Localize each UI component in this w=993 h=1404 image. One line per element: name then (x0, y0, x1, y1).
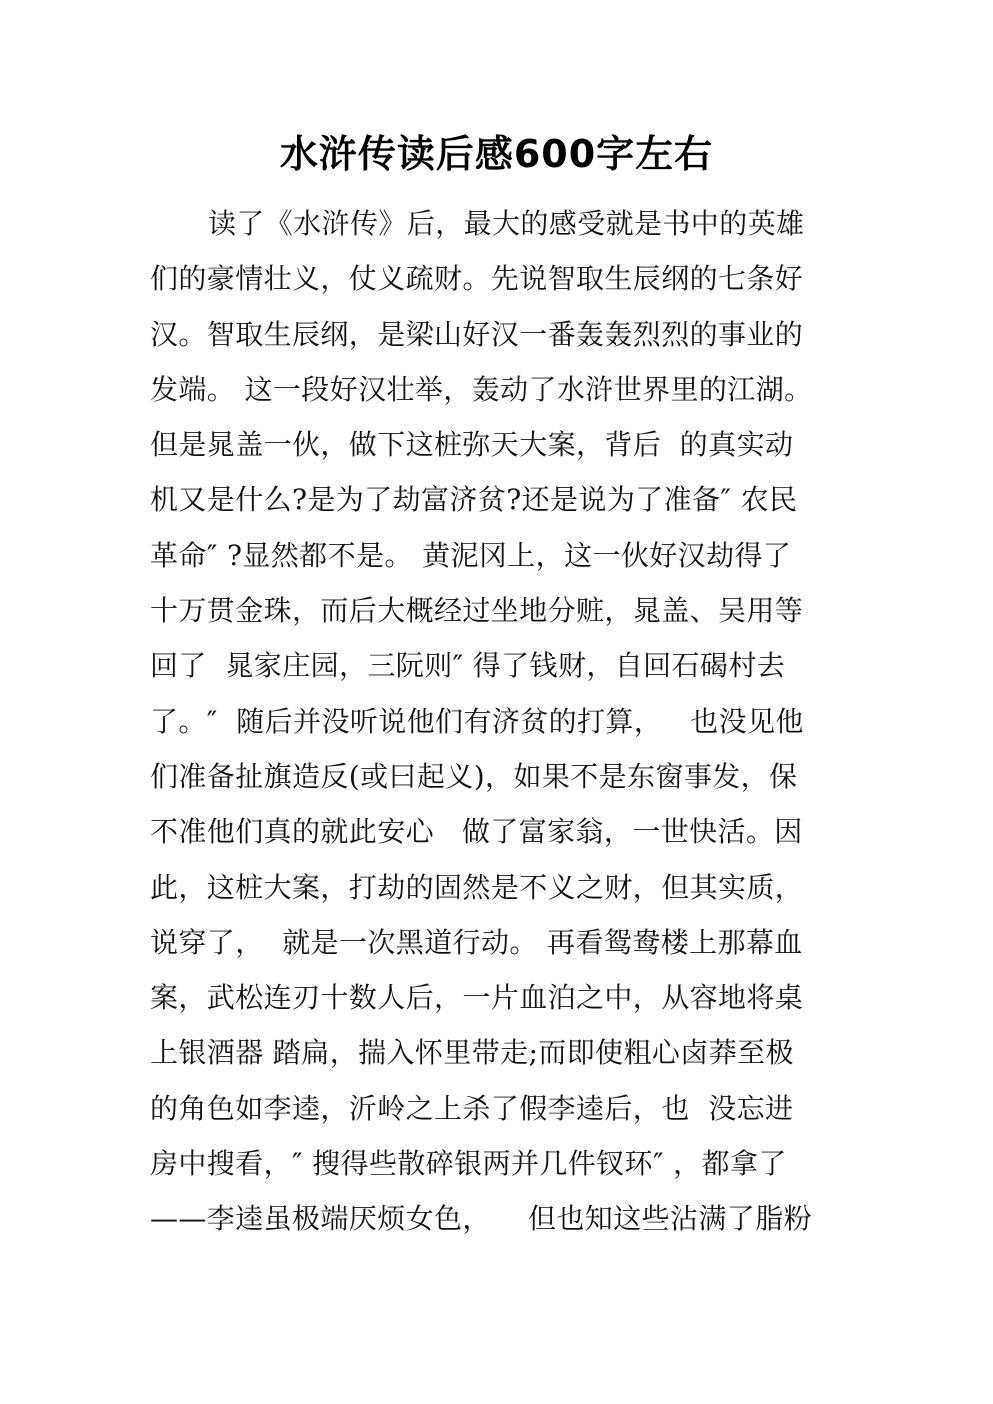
text-line: 此，这桩大案，打劫的固然是不义之财，但其实质， (150, 870, 804, 904)
text-line: 发端。 这一段好汉壮举，轰动了水浒世界里的江湖。 (150, 372, 813, 406)
text-line: 但是晁盖一伙，做下这桩弥天大案，背后 的真实动 (150, 428, 794, 462)
document-title: 水浒传读后感600字左右 (279, 132, 714, 176)
text-line: 汉。智取生辰纲，是梁山好汉一番轰轰烈烈的事业的 (150, 317, 804, 351)
text-line: 十万贯金珠，而后大概经过坐地分赃，晁盖、吴用等 (150, 594, 804, 628)
text-line: 革命″ ?显然都不是。 黄泥冈上，这一伙好汉劫得了 (150, 538, 792, 572)
text-line: 说穿了， 就是一次黑道行动。 再看鸳鸯楼上那幕血 (150, 925, 803, 959)
text-line: 房中搜看，″ 搜得些散碎银两并几件钗环″ ，都拿了 (150, 1147, 787, 1181)
text-line: 机又是什么?是为了劫富济贫?还是说为了准备″ 农民 (150, 483, 798, 517)
text-line: 读了《水浒传》后，最大的感受就是书中的英雄 (208, 207, 805, 240)
text-line: 们的豪情壮义，仗义疏财。先说智取生辰纲的七条好 (150, 262, 804, 296)
text-line: 不准他们真的就此安心 做了富家翁，一世快活。因 (150, 815, 803, 849)
text-line: ——李逵虽极端厌烦女色， 但也知这些沾满了脂粉 (150, 1202, 813, 1236)
text-line: 上银酒器 踏扁，揣入怀里带走;而即使粗心卤莽至极 (150, 1036, 794, 1070)
text-line: 们准备扯旗造反(或曰起义)，如果不是东窗事发，保 (150, 759, 798, 793)
text-line: 的角色如李逵，沂岭之上杀了假李逵后，也 没忘进 (150, 1091, 794, 1125)
document-body (150, 196, 850, 1247)
text-line: 了。″ 随后并没听说他们有济贫的打算， 也没见他 (150, 704, 804, 738)
text-line: 案，武松连刃十数人后，一片血泊之中，从容地将桌 (150, 981, 804, 1015)
text-line: 回了 晁家庄园，三阮则″ 得了钱财，自回石碣村去 (150, 649, 786, 683)
